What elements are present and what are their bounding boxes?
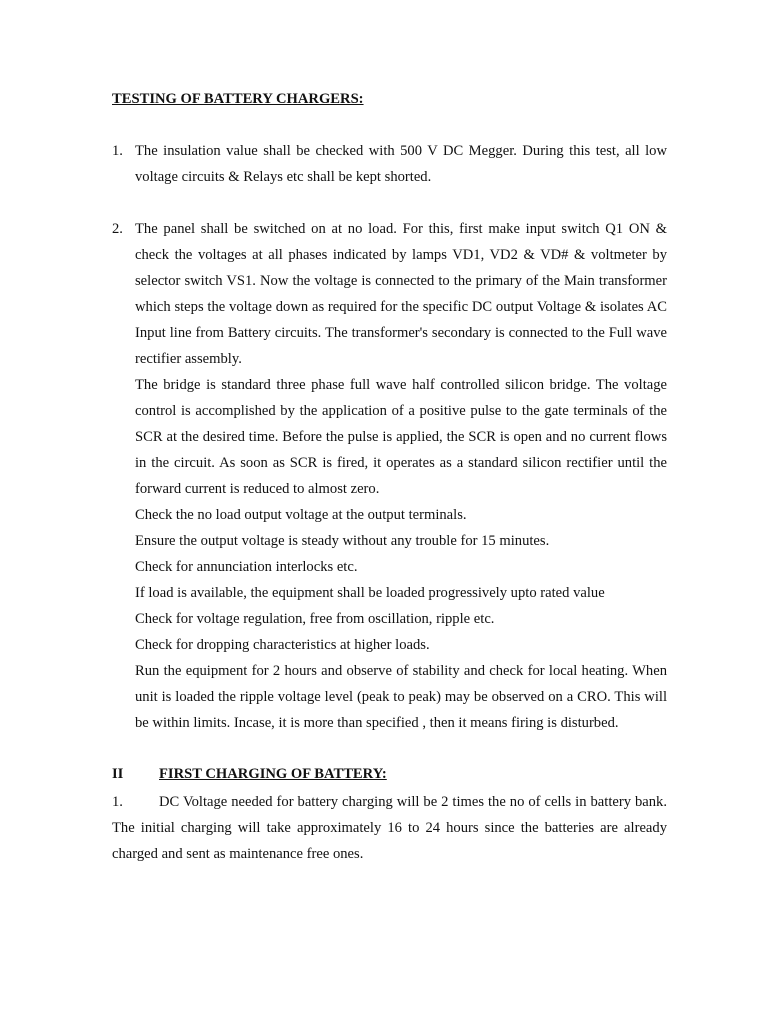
section-title: FIRST CHARGING OF BATTERY: <box>159 766 387 782</box>
list-item-number: 2. <box>112 221 123 237</box>
list-item-body <box>135 138 667 190</box>
paragraph: The panel shall be switched on at no load. For this, first make input switch Q1 ON & check the voltages at all phases indicated by lamps VD1, VD2 & VD# & voltmeter by selector switch VS1. Now the voltage is connected to the primary of the Main transformer which steps the voltage down as required for the specific DC output Voltage & isolates AC Input line from Battery circuits. The transformer's secondary is connected to the Full wave rectifier assembly. <box>135 221 667 367</box>
section-paragraph <box>112 789 667 867</box>
list-item-number: 1. <box>112 143 123 159</box>
paragraph: If load is available, the equipment shall be loaded progressively upto rated value <box>135 585 605 601</box>
sub-item-text: DC Voltage needed for battery charging will be 2 times the no of cells in battery bank. The initial charging will take approximately 16 to 24 hours since the batteries are already charged and sent as maintenance free ones. <box>112 794 667 862</box>
list-item-body <box>135 216 667 736</box>
paragraph: Check for annunciation interlocks etc. <box>135 559 358 575</box>
paragraph: Run the equipment for 2 hours and observe of stability and check for local heating. When unit is loaded the ripple voltage level (peak to peak) may be observed on a CRO. This will be within limits. Incase, it is more than specified , then it means firing is disturbed. <box>135 663 667 731</box>
paragraph: The insulation value shall be checked with 500 V DC Megger. During this test, all low voltage circuits & Relays etc shall be kept shorted. <box>135 143 667 185</box>
paragraph: Check for dropping characteristics at higher loads. <box>135 637 430 653</box>
document-heading: TESTING OF BATTERY CHARGERS: <box>112 91 364 107</box>
sub-item-number: 1. <box>112 794 123 810</box>
section-number: II <box>112 766 124 782</box>
paragraph: Check for voltage regulation, free from oscillation, ripple etc. <box>135 611 495 627</box>
paragraph: Check the no load output voltage at the output terminals. <box>135 507 467 523</box>
paragraph: Ensure the output voltage is steady without any trouble for 15 minutes. <box>135 533 550 549</box>
paragraph: The bridge is standard three phase full wave half controlled silicon bridge. The voltage control is accomplished by the application of a positive pulse to the gate terminals of the SCR at the desired time. Before the pulse is applied, the SCR is open and no current flows in the circuit. As soon as SCR is fired, it operates as a standard silicon rectifier until the forward current is reduced to almost zero. <box>135 377 667 497</box>
